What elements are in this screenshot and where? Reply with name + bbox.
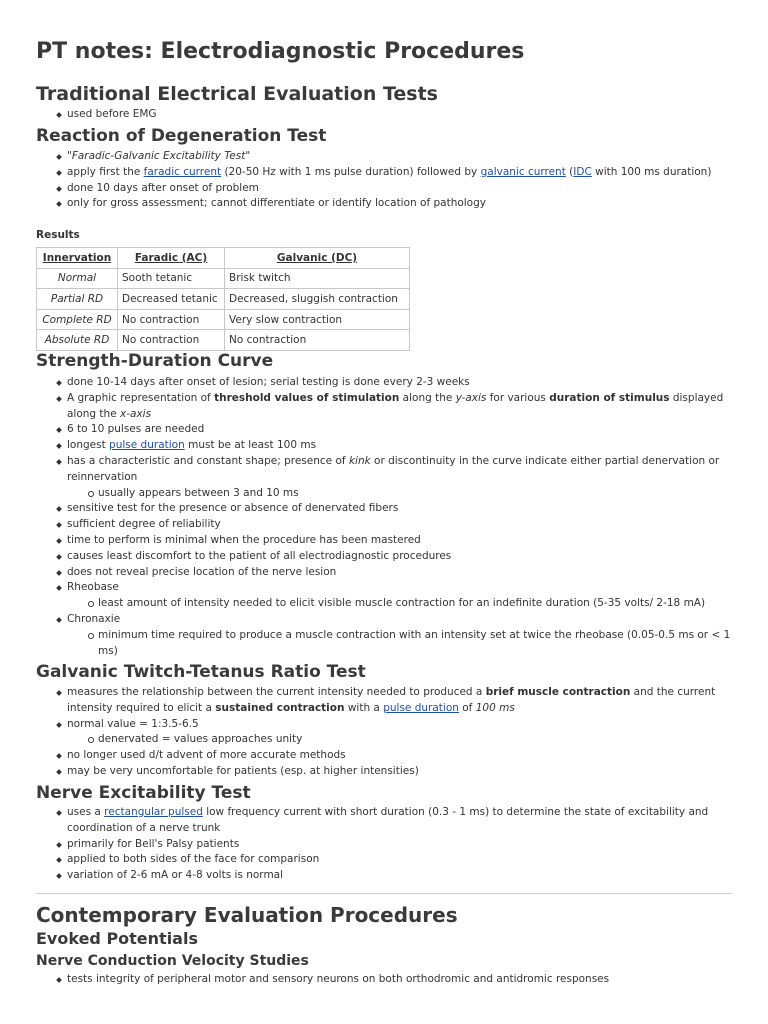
list-item-text: "Faradic-Galvanic Excitability Test"	[67, 150, 251, 162]
list-item: done 10 days after onset of problem	[36, 181, 738, 197]
faradic-current-link[interactable]: faradic current	[143, 165, 222, 178]
list-item: primarily for Bell's Palsy patients	[36, 837, 738, 853]
list-item: sensitive test for the presence or absence of denervated fibers	[36, 501, 738, 517]
table-row	[37, 330, 410, 351]
page-title: PT notes: Electrodiagnostic Procedures	[36, 39, 525, 64]
list-item: no longer used d/t advent of more accurate methods	[36, 748, 738, 764]
heading-evoked-potentials: Evoked Potentials	[36, 929, 198, 948]
list-item: apply first the faradic current (20-50 Hz with 1 ms pulse duration) followed by galvanic current (IDC with 100 ms duration)	[36, 165, 738, 181]
table-cell: Normal	[37, 268, 118, 289]
table-cell: Absolute RD	[37, 330, 118, 351]
list-item: measures the relationship between the current intensity needed to produced a brief muscle contraction and the current intensity required to elicit a sustained contraction with a pulse duration of 100 ms	[36, 685, 738, 717]
section-divider	[36, 893, 732, 894]
table-row	[37, 309, 410, 330]
rod-list	[36, 149, 738, 212]
sub-list-item: usually appears between 3 and 10 ms	[67, 486, 738, 502]
rectangular-pulsed-link[interactable]: rectangular pulsed	[104, 806, 203, 818]
heading-traditional: Traditional Electrical Evaluation Tests	[36, 83, 438, 105]
list-item: causes least discomfort to the patient of all electrodiagnostic procedures	[36, 549, 738, 565]
table-cell: No contraction	[118, 330, 225, 351]
list-item: longest pulse duration must be at least 100 ms	[36, 438, 738, 454]
table-cell: Sooth tetanic	[118, 268, 225, 289]
list-item: done 10-14 days after onset of lesion; serial testing is done every 2-3 weeks	[36, 375, 738, 391]
list-item: time to perform is minimal when the procedure has been mastered	[36, 533, 738, 549]
list-item: normal value = 1:3.5-6.5 denervated = values approaches unity	[36, 717, 738, 749]
list-item: 6 to 10 pulses are needed	[36, 422, 738, 438]
gtt-list	[36, 685, 738, 780]
table-cell: No contraction	[118, 309, 225, 330]
galvanic-current-link[interactable]: galvanic current	[480, 165, 566, 178]
idc-link[interactable]: IDC	[573, 165, 592, 178]
list-item: Rheobase least amount of intensity needed to elicit visible muscle contraction for an indefinite duration (5-35 volts/ 2-18 mA)	[36, 580, 738, 612]
list-item: uses a rectangular pulsed low frequency current with short duration (0.3 - 1 ms) to determine the state of excitability and coordination of a nerve trunk	[36, 805, 738, 837]
pulse-duration-link[interactable]: pulse duration	[109, 439, 185, 452]
list-item: has a characteristic and constant shape; presence of kink or discontinuity in the curve indicate either partial denervation or reinnervation usually appears between 3 and 10 ms	[36, 454, 738, 501]
sub-list	[67, 596, 738, 612]
list-item: sufficient degree of reliability	[36, 517, 738, 533]
table-cell: Decreased tetanic	[118, 289, 225, 310]
table-cell: Complete RD	[37, 309, 118, 330]
heading-nerve-excitability: Nerve Excitability Test	[36, 783, 251, 803]
sdc-list	[36, 375, 738, 659]
sub-list-item: least amount of intensity needed to elicit visible muscle contraction for an indefinite duration (5-35 volts/ 2-18 mA)	[67, 596, 738, 612]
table-row	[37, 289, 410, 310]
list-item: does not reveal precise location of the nerve lesion	[36, 565, 738, 581]
table-cell: Partial RD	[37, 289, 118, 310]
column-header: Innervation	[37, 248, 118, 269]
list-item: applied to both sides of the face for comparison	[36, 852, 738, 868]
pulse-duration-link[interactable]: pulse duration	[383, 701, 459, 714]
column-header: Faradic (AC)	[118, 248, 225, 269]
list-item: only for gross assessment; cannot differentiate or identify location of pathology	[36, 196, 738, 212]
column-header: Galvanic (DC)	[225, 248, 410, 269]
list-item: may be very uncomfortable for patients (esp. at higher intensities)	[36, 764, 738, 780]
sub-list-item: minimum time required to produce a muscle contraction with an intensity set at twice the rheobase (0.05-0.5 ms or < 1 ms)	[67, 628, 738, 660]
list-item	[36, 149, 738, 165]
heading-reaction-of-degeneration: Reaction of Degeneration Test	[36, 126, 327, 146]
list-item: tests integrity of peripheral motor and sensory neurons on both orthodromic and antidromic responses	[36, 972, 738, 988]
heading-strength-duration-curve: Strength-Duration Curve	[36, 351, 274, 371]
net-list	[36, 805, 738, 884]
sub-list	[67, 732, 738, 748]
list-item: used before EMG	[36, 107, 738, 123]
table-cell: Very slow contraction	[225, 309, 410, 330]
heading-contemporary: Contemporary Evaluation Procedures	[36, 903, 458, 927]
heading-nerve-conduction: Nerve Conduction Velocity Studies	[36, 953, 309, 969]
contemporary-list	[36, 972, 738, 988]
table-cell: No contraction	[225, 330, 410, 351]
traditional-list	[36, 107, 738, 123]
sub-list-item: denervated = values approaches unity	[67, 732, 738, 748]
list-item: variation of 2-6 mA or 4-8 volts is normal	[36, 868, 738, 884]
table-cell: Brisk twitch	[225, 268, 410, 289]
list-item: Chronaxie minimum time required to produce a muscle contraction with an intensity set at twice the rheobase (0.05-0.5 ms or < 1 ms)	[36, 612, 738, 659]
sub-list	[67, 628, 738, 660]
table-row	[37, 268, 410, 289]
results-label: Results	[36, 229, 80, 241]
list-item: A graphic representation of threshold values of stimulation along the y-axis for various duration of stimulus displayed along the x-axis	[36, 391, 738, 423]
table-header-row	[37, 248, 410, 269]
sub-list	[67, 486, 738, 502]
results-table	[36, 247, 410, 351]
table-cell: Decreased, sluggish contraction	[225, 289, 410, 310]
heading-galvanic-twitch-tetanus: Galvanic Twitch-Tetanus Ratio Test	[36, 662, 366, 682]
